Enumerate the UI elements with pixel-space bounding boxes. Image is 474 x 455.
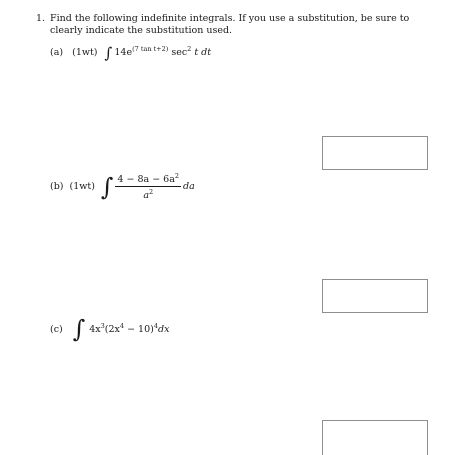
numerator-power: 2 — [174, 172, 180, 180]
integral-sign: ∫ — [104, 44, 113, 62]
term1-power: 3 — [100, 322, 105, 331]
term3: − 10) — [124, 324, 154, 336]
answer-box-a[interactable] — [322, 136, 428, 170]
integrand-rest: t dt — [191, 47, 212, 58]
answer-box-b[interactable] — [322, 279, 428, 313]
part-c — [50, 317, 169, 341]
term2-power: 4 — [119, 322, 125, 331]
question-number: 1. — [36, 13, 46, 24]
term3-power: 4 — [153, 322, 158, 331]
numerator-text: 4 − 8a − 6a — [117, 174, 175, 186]
sec-term: sec — [171, 47, 188, 58]
part-b — [50, 172, 195, 201]
term1: 4x — [89, 324, 101, 336]
part-b-label: (b) — [50, 181, 64, 193]
sec-power: 2 — [187, 44, 192, 53]
answer-box-c[interactable] — [322, 420, 428, 455]
part-b-weight: (1wt) — [69, 181, 95, 193]
differential: da — [183, 181, 195, 193]
part-a-label: (a) — [50, 47, 64, 58]
denominator-text: a — [143, 190, 149, 202]
part-a-weight: (1wt) — [72, 47, 98, 58]
coefficient: 14e — [114, 47, 133, 58]
question-instructions: Find the following indefinite integrals. If you use a substitution, be sure to clearly indicate the substitution used. — [50, 13, 410, 36]
integral-sign: ∫ — [100, 172, 114, 201]
part-a — [50, 44, 211, 62]
part-a-integral — [101, 44, 212, 62]
part-c-integrand — [89, 322, 169, 335]
term2: (2x — [104, 324, 120, 336]
differential: dx — [157, 324, 170, 336]
part-c-label: (c) — [50, 323, 63, 335]
integrand-fraction — [115, 172, 181, 201]
denominator-power: 2 — [148, 188, 154, 197]
exponent: (7 tan t+2) — [132, 44, 169, 53]
fraction-denominator — [143, 187, 153, 201]
fraction-numerator — [115, 172, 181, 187]
integral-sign: ∫ — [72, 315, 86, 343]
